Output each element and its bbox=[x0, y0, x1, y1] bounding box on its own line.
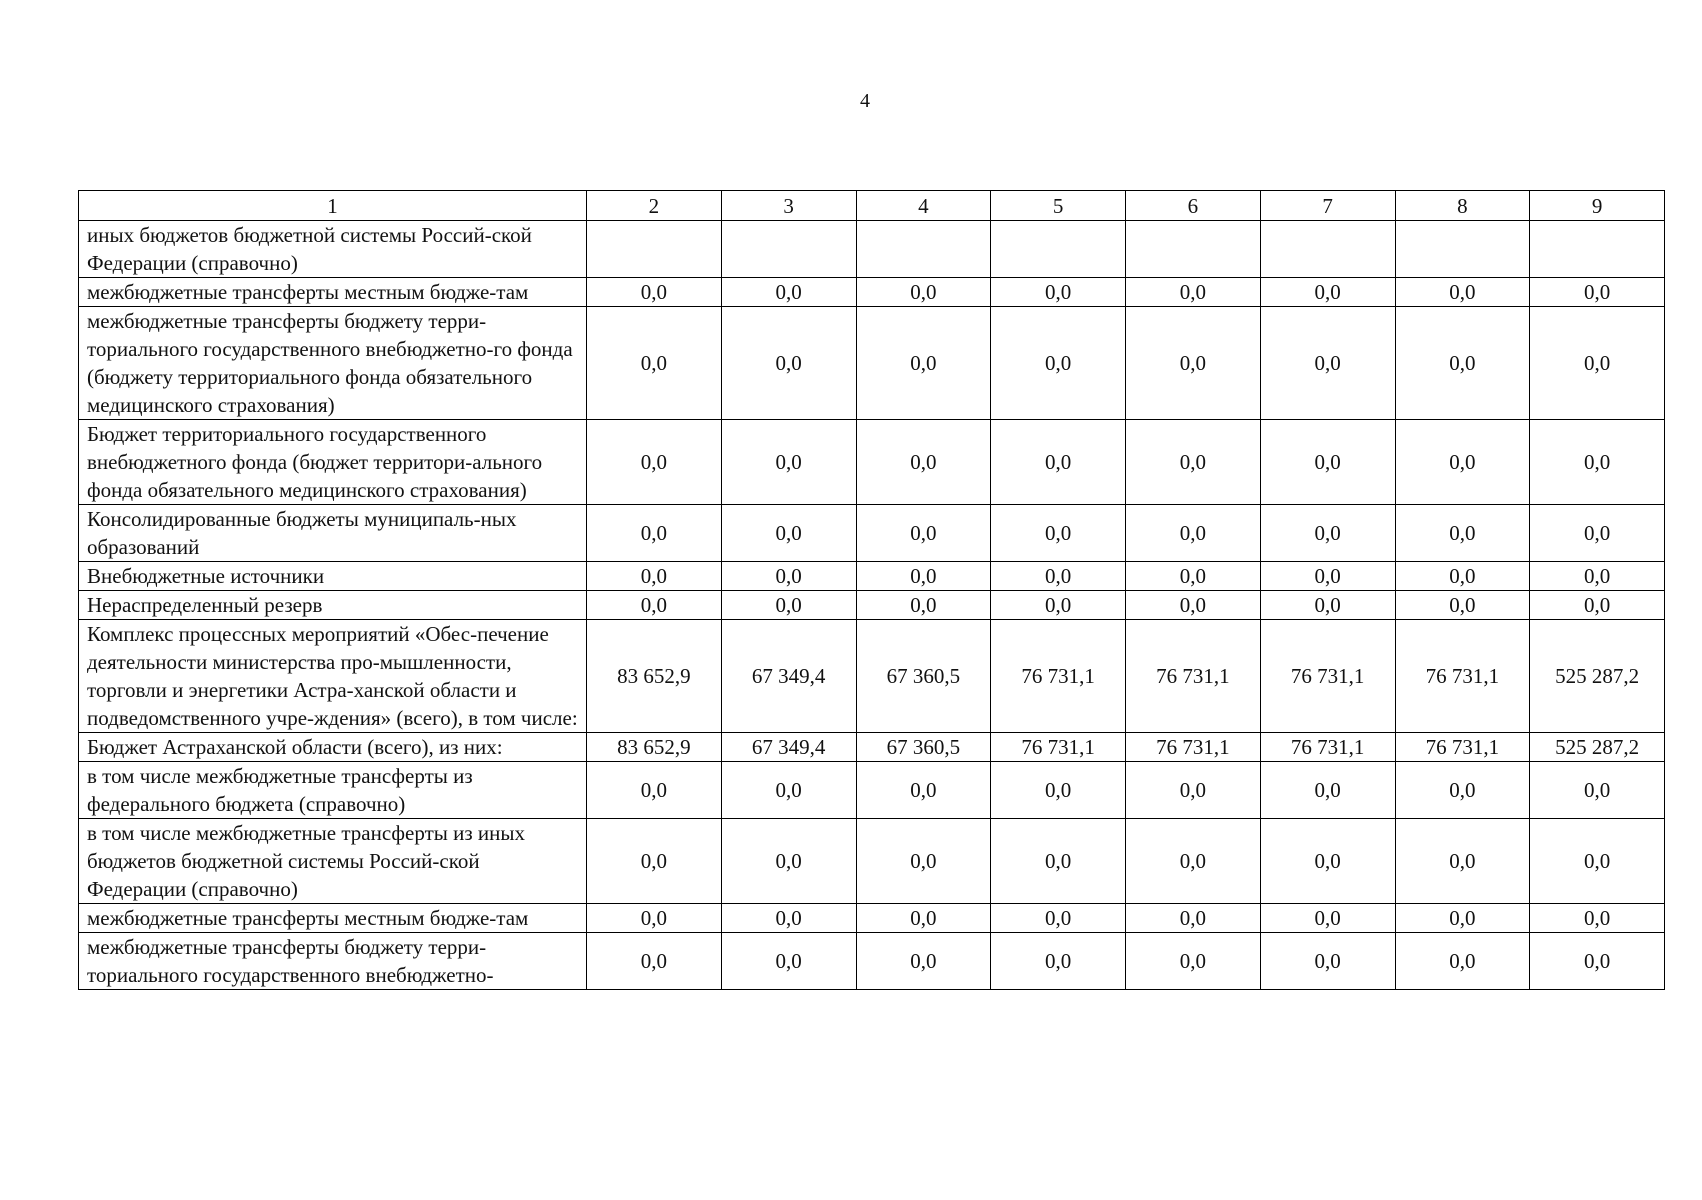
value-cell: 0,0 bbox=[587, 278, 722, 307]
value-cell: 0,0 bbox=[1260, 819, 1395, 904]
row-label: Бюджет территориального государственного внебюджетного фонда (бюджет территори-ального фонда обязательного медицинского страхования) bbox=[79, 420, 587, 505]
value-cell: 0,0 bbox=[721, 904, 856, 933]
value-cell: 0,0 bbox=[587, 762, 722, 819]
value-cell: 67 349,4 bbox=[721, 620, 856, 733]
table-header-row bbox=[79, 191, 1665, 221]
column-number-header: 5 bbox=[991, 191, 1126, 221]
value-cell: 67 349,4 bbox=[721, 733, 856, 762]
value-cell: 0,0 bbox=[1260, 591, 1395, 620]
value-cell: 0,0 bbox=[1530, 420, 1665, 505]
value-cell: 0,0 bbox=[1126, 904, 1261, 933]
value-cell: 0,0 bbox=[721, 591, 856, 620]
value-cell: 0,0 bbox=[991, 278, 1126, 307]
value-cell: 0,0 bbox=[721, 762, 856, 819]
value-cell: 0,0 bbox=[991, 307, 1126, 420]
value-cell: 0,0 bbox=[856, 762, 991, 819]
value-cell: 0,0 bbox=[587, 505, 722, 562]
value-cell: 0,0 bbox=[1395, 420, 1530, 505]
value-cell: 0,0 bbox=[1530, 819, 1665, 904]
value-cell: 0,0 bbox=[1395, 762, 1530, 819]
value-cell: 0,0 bbox=[856, 933, 991, 990]
value-cell: 0,0 bbox=[856, 819, 991, 904]
value-cell: 76 731,1 bbox=[991, 620, 1126, 733]
value-cell: 0,0 bbox=[856, 420, 991, 505]
value-cell: 0,0 bbox=[587, 904, 722, 933]
value-cell: 0,0 bbox=[856, 505, 991, 562]
value-cell: 0,0 bbox=[587, 819, 722, 904]
table-row bbox=[79, 762, 1665, 819]
value-cell: 0,0 bbox=[1260, 420, 1395, 505]
value-cell bbox=[1260, 221, 1395, 278]
value-cell: 0,0 bbox=[721, 819, 856, 904]
value-cell: 76 731,1 bbox=[1126, 620, 1261, 733]
value-cell: 0,0 bbox=[1395, 307, 1530, 420]
value-cell: 0,0 bbox=[1126, 819, 1261, 904]
value-cell: 0,0 bbox=[991, 933, 1126, 990]
value-cell: 0,0 bbox=[991, 591, 1126, 620]
value-cell: 0,0 bbox=[1395, 591, 1530, 620]
value-cell: 0,0 bbox=[587, 933, 722, 990]
value-cell: 0,0 bbox=[991, 762, 1126, 819]
table-row bbox=[79, 505, 1665, 562]
value-cell: 0,0 bbox=[1260, 505, 1395, 562]
value-cell: 0,0 bbox=[1530, 591, 1665, 620]
table-row bbox=[79, 733, 1665, 762]
value-cell: 0,0 bbox=[1260, 762, 1395, 819]
value-cell: 76 731,1 bbox=[1395, 733, 1530, 762]
value-cell: 76 731,1 bbox=[991, 733, 1126, 762]
value-cell: 0,0 bbox=[1260, 562, 1395, 591]
value-cell: 0,0 bbox=[587, 591, 722, 620]
value-cell: 0,0 bbox=[991, 904, 1126, 933]
value-cell: 0,0 bbox=[856, 904, 991, 933]
row-label: Бюджет Астраханской области (всего), из них: bbox=[79, 733, 587, 762]
value-cell: 0,0 bbox=[1530, 562, 1665, 591]
column-number-header: 3 bbox=[721, 191, 856, 221]
value-cell: 67 360,5 bbox=[856, 620, 991, 733]
value-cell: 0,0 bbox=[1260, 307, 1395, 420]
value-cell bbox=[856, 221, 991, 278]
value-cell: 0,0 bbox=[1126, 762, 1261, 819]
value-cell: 0,0 bbox=[721, 307, 856, 420]
row-label: Нераспределенный резерв bbox=[79, 591, 587, 620]
value-cell: 0,0 bbox=[1126, 933, 1261, 990]
value-cell: 76 731,1 bbox=[1126, 733, 1261, 762]
row-label: межбюджетные трансферты местным бюдже-там bbox=[79, 278, 587, 307]
value-cell bbox=[721, 221, 856, 278]
value-cell bbox=[1126, 221, 1261, 278]
value-cell: 0,0 bbox=[1395, 904, 1530, 933]
column-number-header: 2 bbox=[587, 191, 722, 221]
table-row bbox=[79, 591, 1665, 620]
value-cell: 0,0 bbox=[1530, 933, 1665, 990]
column-number-header: 9 bbox=[1530, 191, 1665, 221]
table-row bbox=[79, 307, 1665, 420]
row-label: Внебюджетные источники bbox=[79, 562, 587, 591]
value-cell: 0,0 bbox=[1260, 278, 1395, 307]
value-cell: 0,0 bbox=[587, 420, 722, 505]
value-cell: 525 287,2 bbox=[1530, 733, 1665, 762]
value-cell: 0,0 bbox=[721, 420, 856, 505]
value-cell: 0,0 bbox=[1530, 307, 1665, 420]
row-label: межбюджетные трансферты бюджету терри-ториального государственного внебюджетно-го фонда (бюджету территориального фонда обязательного медицинского страхования) bbox=[79, 307, 587, 420]
value-cell: 0,0 bbox=[587, 562, 722, 591]
row-label: межбюджетные трансферты местным бюдже-там bbox=[79, 904, 587, 933]
value-cell: 0,0 bbox=[1260, 904, 1395, 933]
value-cell: 83 652,9 bbox=[587, 733, 722, 762]
row-label: межбюджетные трансферты бюджету терри-ториального государственного внебюджетно- bbox=[79, 933, 587, 990]
value-cell: 0,0 bbox=[1126, 562, 1261, 591]
value-cell: 0,0 bbox=[1530, 904, 1665, 933]
column-number-header: 4 bbox=[856, 191, 991, 221]
value-cell: 0,0 bbox=[1395, 562, 1530, 591]
row-label: иных бюджетов бюджетной системы Россий-ской Федерации (справочно) bbox=[79, 221, 587, 278]
table-row bbox=[79, 819, 1665, 904]
value-cell: 76 731,1 bbox=[1260, 733, 1395, 762]
column-number-header: 6 bbox=[1126, 191, 1261, 221]
value-cell: 0,0 bbox=[856, 307, 991, 420]
value-cell: 0,0 bbox=[721, 562, 856, 591]
row-label: Комплекс процессных мероприятий «Обес-печение деятельности министерства про-мышленности, торговли и энергетики Астра-ханской области и подведомственного учре-ждения» (всего), в том числе: bbox=[79, 620, 587, 733]
value-cell: 525 287,2 bbox=[1530, 620, 1665, 733]
value-cell: 0,0 bbox=[991, 819, 1126, 904]
column-number-header: 7 bbox=[1260, 191, 1395, 221]
value-cell: 0,0 bbox=[991, 562, 1126, 591]
value-cell: 0,0 bbox=[1530, 278, 1665, 307]
value-cell bbox=[1395, 221, 1530, 278]
value-cell: 0,0 bbox=[1395, 933, 1530, 990]
value-cell: 0,0 bbox=[1395, 819, 1530, 904]
value-cell: 0,0 bbox=[1126, 307, 1261, 420]
value-cell: 0,0 bbox=[1530, 505, 1665, 562]
value-cell bbox=[1530, 221, 1665, 278]
page-number: 4 bbox=[860, 90, 870, 112]
value-cell: 0,0 bbox=[721, 933, 856, 990]
value-cell: 0,0 bbox=[991, 420, 1126, 505]
value-cell: 0,0 bbox=[856, 562, 991, 591]
value-cell: 0,0 bbox=[1126, 420, 1261, 505]
value-cell: 0,0 bbox=[1260, 933, 1395, 990]
row-label: в том числе межбюджетные трансферты из федерального бюджета (справочно) bbox=[79, 762, 587, 819]
value-cell: 0,0 bbox=[1395, 278, 1530, 307]
table-row bbox=[79, 221, 1665, 278]
value-cell: 0,0 bbox=[721, 278, 856, 307]
table-row bbox=[79, 562, 1665, 591]
value-cell: 76 731,1 bbox=[1395, 620, 1530, 733]
row-label: в том числе межбюджетные трансферты из иных бюджетов бюджетной системы Россий-ской Федерации (справочно) bbox=[79, 819, 587, 904]
value-cell: 0,0 bbox=[1395, 505, 1530, 562]
value-cell: 0,0 bbox=[1530, 762, 1665, 819]
row-label: Консолидированные бюджеты муниципаль-ных образований bbox=[79, 505, 587, 562]
budget-table bbox=[78, 190, 1665, 990]
table-row bbox=[79, 933, 1665, 990]
table-row bbox=[79, 420, 1665, 505]
column-number-header: 8 bbox=[1395, 191, 1530, 221]
table-row bbox=[79, 278, 1665, 307]
value-cell: 0,0 bbox=[587, 307, 722, 420]
value-cell: 67 360,5 bbox=[856, 733, 991, 762]
value-cell bbox=[587, 221, 722, 278]
value-cell: 0,0 bbox=[991, 505, 1126, 562]
value-cell: 0,0 bbox=[721, 505, 856, 562]
value-cell: 76 731,1 bbox=[1260, 620, 1395, 733]
table-row bbox=[79, 904, 1665, 933]
value-cell: 83 652,9 bbox=[587, 620, 722, 733]
value-cell: 0,0 bbox=[856, 278, 991, 307]
value-cell: 0,0 bbox=[856, 591, 991, 620]
table-body bbox=[79, 191, 1665, 990]
value-cell: 0,0 bbox=[1126, 278, 1261, 307]
value-cell: 0,0 bbox=[1126, 591, 1261, 620]
value-cell: 0,0 bbox=[1126, 505, 1261, 562]
column-number-header: 1 bbox=[79, 191, 587, 221]
table-row bbox=[79, 620, 1665, 733]
value-cell bbox=[991, 221, 1126, 278]
